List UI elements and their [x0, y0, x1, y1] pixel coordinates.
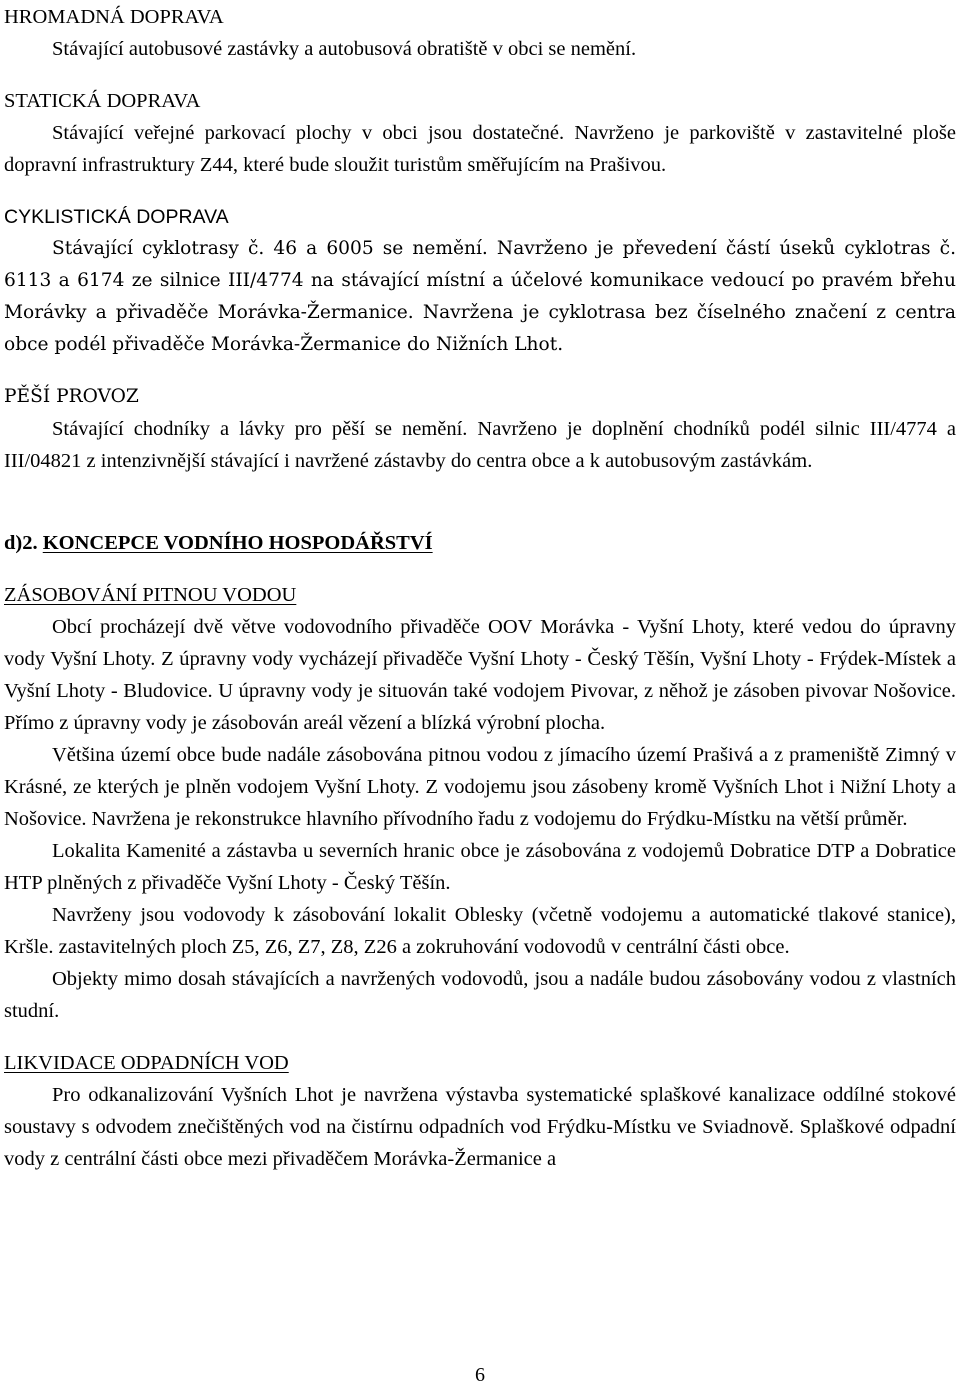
spacer	[4, 181, 956, 201]
paragraph-zasobovani-4: Navrženy jsou vodovody k zásobování lokalit Oblesky (včetně vodojemu a automatické tlakové stanice), Kršle. zastavitelných ploch Z5, Z6, Z7, Z8, Z26 a zokruhování vodovodů v centrální části obce.	[4, 904, 956, 958]
section-heading-cyklisticka-doprava: CYKLISTICKÁ DOPRAVA	[4, 206, 229, 228]
chapter-number: d)2.	[4, 532, 38, 554]
section-heading-hromadna-doprava: HROMADNÁ DOPRAVA	[4, 6, 224, 28]
paragraph-cyklisticka-part2: 6113 a 6174 ze silnice III/4774 na stávající místní a účelové komunikace vedoucí po pravém břehu Morávky a přivaděče Morávka-Žermanice. Navržena je cyklotrasa bez číselného značení z centra obce podél přivaděče Morávka-Žermanice do Nižních Lhot.	[4, 270, 956, 355]
section-heading-staticka-doprava: STATICKÁ DOPRAVA	[4, 90, 201, 112]
spacer	[4, 559, 956, 579]
paragraph-zasobovani-3: Lokalita Kamenité a zástavba u severních hranic obce je zásobována z vodojemů Dobratice DTP a Dobratice HTP plněných z přivaděče Vyšní Lhoty - Český Těšín.	[4, 840, 956, 894]
paragraph-zasobovani-1: Obcí procházejí dvě větve vodovodního přivaděče OOV Morávka - Vyšní Lhoty, které vedou do úpravny vody Vyšní Lhoty. Z úpravny vody vycházejí přivaděče Vyšní Lhoty - Český Těšín, Vyšní Lhoty - Frýdek-Místek a Vyšní Lhoty - Bludovice. U úpravny vody je situován také vodojem Pivovar, z něhož je zásoben pivovar Nošovice. Přímo z úpravny vody je zásobován areál vězení a blízká výrobní plocha.	[4, 616, 956, 734]
spacer	[4, 361, 956, 381]
section-heading-pesi-provoz: PĚŠÍ PROVOZ	[4, 386, 139, 407]
paragraph-zasobovani-2: Většina území obce bude nadále zásobována pitnou vodou z jímacího území Prašivá a z prameniště Zimný v Krásné, ze kterých je plněn vodojem Vyšní Lhoty. Z vodojemu jsou zásobeny kromě Vyšních Lhot i Nižní Lhoty a Nošovice. Navržena je rekonstrukce hlavního přívodního řadu z vodojemu do Frýdku-Místku na větší průměr.	[4, 744, 956, 830]
spacer	[4, 477, 956, 527]
section-heading-likvidace: LIKVIDACE ODPADNÍCH VOD	[4, 1052, 289, 1074]
paragraph-cyklisticka-doprava	[4, 233, 956, 361]
paragraph-cyklisticka-part1: Stávající cyklotrasy č. 46 a 6005 se nemění. Navrženo je převedení částí úseků cyklotras č.	[52, 238, 956, 259]
section-heading-zasobovani: ZÁSOBOVÁNÍ PITNOU VODOU	[4, 584, 297, 606]
paragraph-zasobovani-5: Objekty mimo dosah stávajících a navržených vodovodů, jsou a nadále budou zásobovány vodou z vlastních studní.	[4, 968, 956, 1022]
chapter-heading	[4, 527, 956, 559]
spacer	[4, 65, 956, 85]
chapter-title: KONCEPCE VODNÍHO HOSPODÁŘSTVÍ	[42, 532, 433, 554]
paragraph-pesi-provoz: Stávající chodníky a lávky pro pěší se nemění. Navrženo je doplnění chodníků podél silnic III/4774 a III/04821 z intenzivnější stávající i navržené zástavby do centra obce a k autobusovým zastávkám.	[4, 418, 956, 472]
paragraph-staticka-doprava: Stávající veřejné parkovací plochy v obci jsou dostatečné. Navrženo je parkoviště v zastavitelné ploše dopravní infrastruktury Z44, které bude sloužit turistům směřujícím na Prašivou.	[4, 122, 956, 176]
spacer	[4, 1027, 956, 1047]
paragraph-likvidace: Pro odkanalizování Vyšních Lhot je navržena výstavba systematické splaškové kanalizace oddílné stokové soustavy s odvodem znečištěných vod na čistírnu odpadních vod Frýdku-Místku ve Sviadnově. Splaškové odpadní vody z centrální části obce mezi přivaděčem Morávka-Žermanice a	[4, 1084, 956, 1170]
document-page	[4, 1, 956, 1175]
paragraph-hromadna-doprava: Stávající autobusové zastávky a autobusová obratiště v obci se nemění.	[52, 38, 637, 60]
page-number: 6	[475, 1364, 485, 1386]
